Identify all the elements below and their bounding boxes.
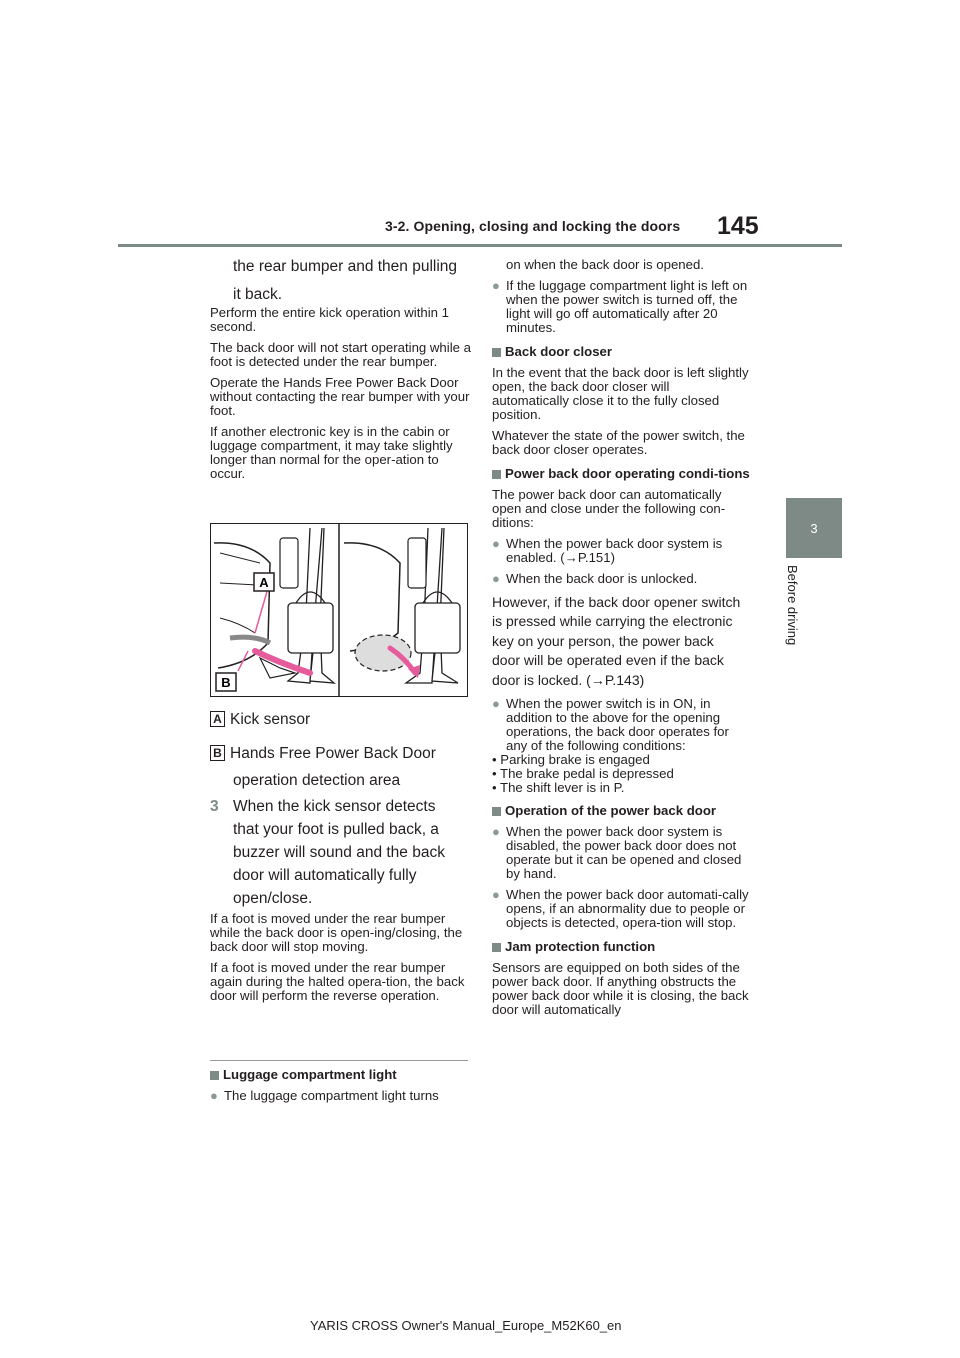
step3-line: When the kick sensor detects [233, 798, 436, 815]
legend-a-text: Kick sensor [230, 711, 311, 728]
heading-text: Back door closer [505, 344, 613, 359]
bullet-text: When the power back door system is enabled. (→P.151) [506, 536, 723, 565]
heading-text: Power back door operating condi-tions [505, 466, 750, 481]
closer-para-1: In the event that the back door is left slightly open, the back door closer will automatically close it to the fully closed position. [492, 365, 749, 422]
figure-legend [210, 708, 472, 792]
kick-sensor-illustration [210, 523, 468, 697]
luggage-heading-text: Luggage compartment light [223, 1067, 397, 1082]
luggage-continuation: on when the back door is opened. [506, 257, 704, 272]
sub-item: • The brake pedal is depressed [492, 766, 674, 782]
conditions-large-text [492, 593, 750, 690]
heading-square-icon [492, 943, 501, 952]
bullet-text: When the power back door automati-cally opens, if an abnormality due to people or objects is detected, opera-tion will stop. [506, 887, 749, 931]
closer-heading [492, 345, 750, 359]
text-line: However, if the back door opener switch [492, 594, 741, 610]
figure-label-b: B [221, 675, 231, 690]
text-line: key on your person, the power back [492, 632, 714, 649]
chapter-label: Before driving [785, 565, 800, 646]
conditions-para: The power back door can automatically open and close under the following con-ditions: [492, 487, 726, 530]
note: If another electronic key is in the cabin or luggage compartment, it may take slightly longer than normal for the oper-ation to occur. [210, 424, 453, 481]
note: If a foot is moved under the rear bumper again during the halted opera-tion, the back door will perform the reverse operation. [210, 960, 465, 1003]
jam-para: Sensors are equipped on both sides of the power back door. If anything obstructs the power back door while it is closing, the back door will automatically [492, 960, 749, 1018]
step3-line: door will automatically fully [233, 867, 417, 884]
right-column [492, 258, 750, 1024]
bullet-dot-icon: ● [492, 278, 500, 293]
note: The back door will not start operating while a foot is detected under the rear bumper. [210, 340, 471, 369]
text-line: is pressed while carrying the electronic [492, 613, 733, 630]
heading-square-icon [492, 348, 501, 357]
heading-text: Operation of the power back door [505, 803, 717, 819]
legend-a-box: A [210, 711, 225, 727]
operation-bullet [492, 825, 750, 881]
jam-heading [492, 940, 750, 954]
luggage-bullet-text: The luggage compartment light turns [224, 1088, 439, 1103]
bullet-text: When the power back door system is disabled, the power back door does not operate but it can be opened and closed by hand. [506, 824, 742, 882]
bullet-text: When the power switch is in ON, in addition to the above for the opening operations, the back door operates for any of the following conditions: [506, 696, 729, 754]
chapter-tab [786, 498, 842, 558]
conditions-heading [492, 467, 750, 481]
step2-line: the rear bumper and then pulling [233, 258, 458, 275]
step2-continuation [233, 255, 473, 306]
note: Perform the entire kick operation within 1 second. [210, 305, 449, 334]
step3 [210, 795, 472, 910]
legend-b-text-2: operation detection area [233, 772, 401, 789]
notes-block-1 [210, 306, 472, 488]
text-line: door will be operated even if the back [492, 652, 724, 669]
step2-line: it back. [233, 286, 283, 303]
sub-item: • Parking brake is engaged [492, 752, 650, 768]
operation-heading [492, 804, 750, 818]
bullet-text: If the luggage compartment light is left on when the power switch is turned off, the light will go off automatically after 20 minutes. [506, 278, 748, 335]
condition-bullet [492, 572, 750, 586]
bullet-text: When the back door is unlocked. [506, 571, 698, 586]
footer-text: YARIS CROSS Owner's Manual_Europe_M52K60_en [310, 1318, 622, 1333]
heading-square-icon [210, 1071, 219, 1080]
heading-text: Jam protection function [505, 939, 656, 955]
chapter-number: 3 [810, 520, 818, 536]
header-divider [118, 244, 842, 247]
notes-block-2 [210, 912, 468, 1010]
legend-b [210, 742, 472, 765]
legend-b-text: Hands Free Power Back Door [230, 745, 436, 762]
page-number: 145 [717, 212, 759, 240]
section-divider [210, 1060, 468, 1061]
note: Operate the Hands Free Power Back Door without contacting the rear bumper with your foot. [210, 375, 470, 418]
step3-line: open/close. [233, 890, 313, 907]
luggage-heading [210, 1068, 468, 1082]
chapter-side-label [782, 565, 806, 675]
operation-bullet [492, 888, 750, 930]
bullet-dot-icon: ● [492, 696, 500, 712]
bullet-dot-icon: ● [492, 887, 500, 903]
heading-square-icon [492, 470, 501, 479]
luggage-bullet-2 [492, 279, 750, 335]
sub-item: • The shift lever is in P. [492, 780, 625, 796]
step3-number: 3 [210, 798, 219, 815]
condition-bullet [492, 537, 750, 565]
luggage-bullet [210, 1089, 468, 1103]
figure-label-a: A [259, 575, 269, 590]
luggage-light-section [210, 1068, 468, 1110]
bullet-dot-icon: ● [492, 571, 500, 586]
bullet-dot-icon: ● [492, 536, 500, 551]
section-title: 3-2. Opening, closing and locking the doors [385, 218, 681, 234]
legend-a [210, 708, 472, 731]
legend-b-box: B [210, 745, 225, 761]
text-line: door is locked. (→P.143) [492, 671, 645, 688]
condition-bullet [492, 697, 750, 753]
step3-line: buzzer will sound and the back [233, 844, 445, 861]
step3-line: that your foot is pulled back, a [233, 821, 439, 838]
note: If a foot is moved under the rear bumper while the back door is open-ing/closing, the back door will stop moving. [210, 911, 463, 954]
bullet-dot-icon: ● [492, 824, 500, 840]
bullet-dot-icon: ● [210, 1088, 218, 1103]
heading-square-icon [492, 807, 501, 816]
closer-para-2: Whatever the state of the power switch, the back door closer operates. [492, 428, 745, 457]
